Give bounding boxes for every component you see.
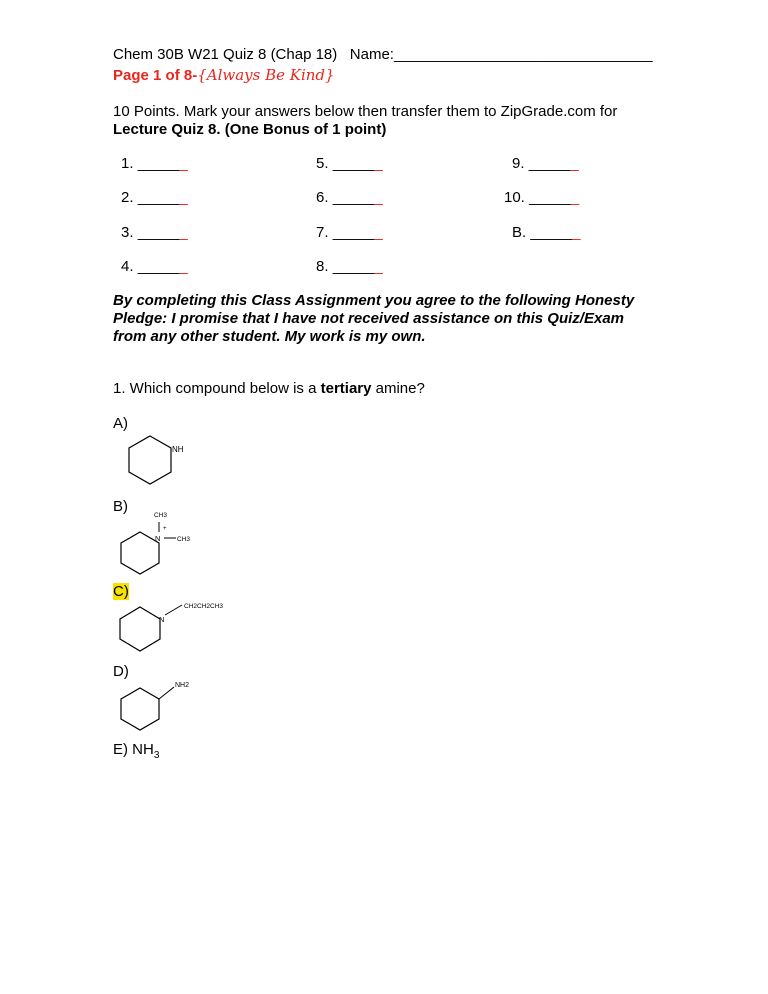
answer-slot-2[interactable]: 2. ______: [121, 189, 188, 206]
instructions-line-1: 10 Points. Mark your answers below then transfer them to ZipGrade.com for: [113, 103, 618, 120]
page-indicator: Page 1 of 8-: [113, 67, 198, 84]
question-1-prompt: 1. Which compound below is a tertiary amine?: [113, 380, 425, 397]
cyclohexylamine-structure: [110, 676, 220, 736]
option-b-top-group: CH3: [154, 512, 168, 519]
option-c-nitrogen: N: [159, 615, 165, 624]
quiz-title-line: [113, 46, 653, 63]
answer-slot-8[interactable]: 8. ______: [316, 258, 383, 275]
answer-slot-5[interactable]: 5. ______: [316, 155, 383, 172]
answer-slot-6[interactable]: 6. ______: [316, 189, 383, 206]
option-d-group: NH2: [175, 682, 190, 689]
answer-slot-bonus[interactable]: B. ______: [512, 224, 581, 241]
option-c-chain: CH2CH2CH3: [184, 603, 224, 610]
instructions-line-2: Lecture Quiz 8. (One Bonus of 1 point): [113, 121, 387, 138]
question-1-emphasis: tertiary: [320, 380, 372, 397]
option-b-charge: +: [163, 526, 167, 532]
answer-slot-10[interactable]: 10. ______: [504, 189, 580, 206]
answer-slot-7[interactable]: 7. ______: [316, 224, 383, 241]
answer-slot-4[interactable]: 4. ______: [121, 258, 188, 275]
option-b-nitrogen: N: [155, 534, 161, 543]
answer-slot-9[interactable]: 9. ______: [512, 155, 579, 172]
quiz-title: Chem 30B W21 Quiz 8 (Chap 18): [113, 46, 338, 63]
piperidine-structure: [110, 430, 200, 498]
option-b-right-group: CH3: [177, 536, 191, 543]
pledge-line-3: from any other student. My work is my own.: [113, 328, 426, 345]
propylpiperidine-structure: [110, 595, 260, 657]
name-label: Name:: [349, 46, 394, 63]
option-c-label[interactable]: C): [113, 583, 129, 600]
name-blank: _______________________________: [393, 46, 653, 63]
dimethylpiperidinium-structure: [110, 508, 220, 580]
option-d-label[interactable]: D): [113, 663, 129, 680]
option-e[interactable]: E) $NH_3$: [113, 741, 160, 761]
answer-slot-1[interactable]: 1. ______: [121, 155, 188, 172]
page-indicator-line: [113, 66, 335, 84]
answer-slot-3[interactable]: 3. ______: [121, 224, 188, 241]
pledge-line-1: By completing this Class Assignment you agree to the following Honesty: [113, 292, 635, 309]
pledge-line-2: Pledge: I promise that I have not received assistance on this Quiz/Exam: [113, 310, 624, 327]
option-a-atom: NH: [172, 445, 184, 454]
motto: {Always Be Kind}: [197, 66, 335, 84]
option-a-label[interactable]: A): [113, 415, 128, 432]
option-b-label[interactable]: B): [113, 498, 128, 515]
